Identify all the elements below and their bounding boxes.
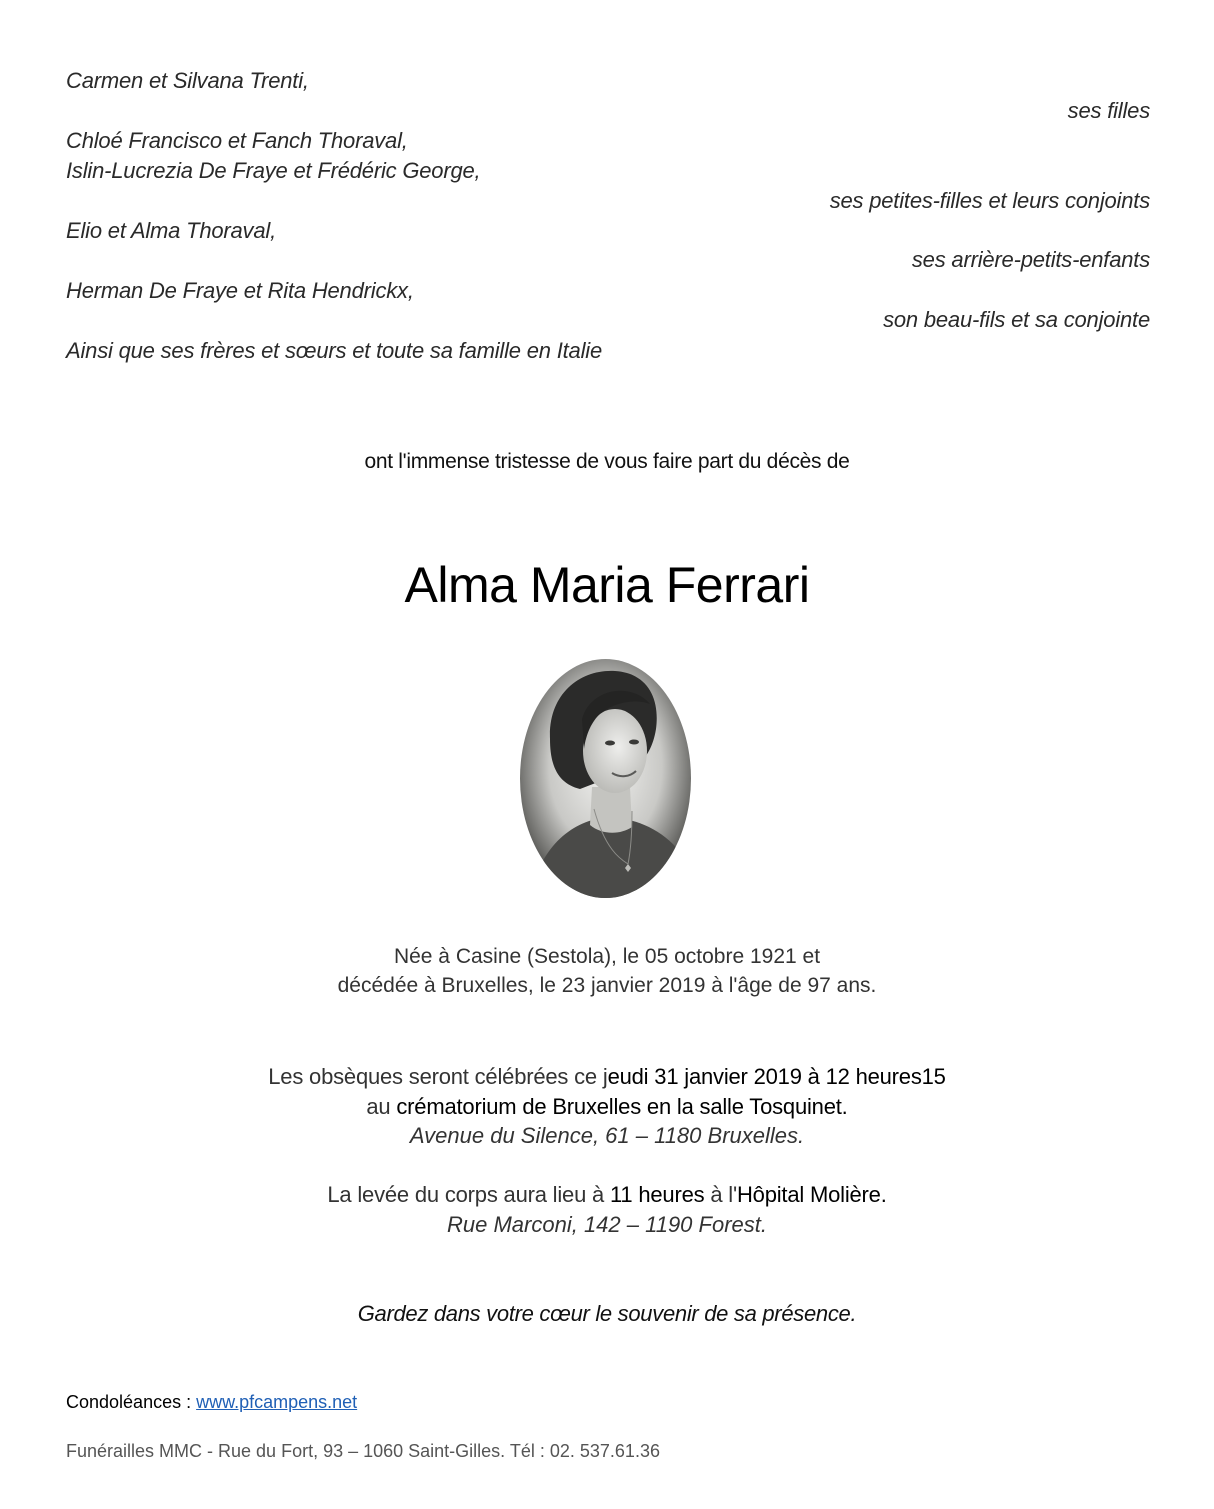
funeral-place: crématorium de Bruxelles en la salle Tosquinet. (396, 1094, 848, 1119)
levee-line (0, 1182, 1214, 1208)
condolences-label: Condoléances : (66, 1392, 197, 1412)
death-line: décédée à Bruxelles, le 23 janvier 2019 à l'âge de 97 ans. (337, 974, 877, 997)
levee-time: 11 heures (610, 1182, 705, 1207)
funeral-address: Avenue du Silence, 61 – 1180 Bruxelles. (409, 1123, 805, 1148)
levee-prefix: La levée du corps aura lieu à (327, 1182, 610, 1207)
family-names-great-grandchildren: Elio et Alma Thoraval, (66, 218, 276, 243)
birth-line: Née à Casine (Sestola), le 05 octobre 1921 et (393, 945, 821, 968)
family-relation-daughters: ses filles (1067, 98, 1150, 123)
family-relation-great-grandchildren: ses arrière-petits-enfants (911, 247, 1150, 272)
funeral-home-footer: Funérailles MMC - Rue du Fort, 93 – 1060 Saint-Gilles. Tél : 02. 537.61.36 (66, 1441, 660, 1461)
funeral-place-line (0, 1094, 1214, 1120)
condolences-link[interactable]: www.pfcampens.net (196, 1392, 358, 1412)
family-relation-granddaughters: ses petites-filles et leurs conjoints (829, 188, 1150, 213)
family-names-granddaughters-2: Islin-Lucrezia De Fraye et Frédéric George, (66, 158, 481, 183)
announcement-intro: ont l'immense tristesse de vous faire part du décès de (364, 450, 850, 473)
funeral-place-prefix: au (366, 1094, 397, 1119)
deceased-name: Alma Maria Ferrari (404, 557, 810, 613)
funeral-date-time: eudi 31 janvier 2019 à 12 heures15 (607, 1064, 946, 1089)
portrait-photo (520, 659, 691, 898)
funeral-line (0, 1064, 1214, 1090)
closing-quote: Gardez dans votre cœur le souvenir de sa présence. (357, 1301, 857, 1326)
levee-place: Hôpital Molière. (736, 1182, 887, 1207)
family-names-daughters: Carmen et Silvana Trenti, (66, 68, 309, 93)
levee-address: Rue Marconi, 142 – 1190 Forest. (447, 1212, 767, 1237)
condolences (66, 1392, 357, 1413)
family-relation-son-in-law: son beau-fils et sa conjointe (883, 307, 1150, 332)
levee-middle: à l' (704, 1182, 737, 1207)
funeral-prefix: Les obsèques seront célébrées ce j (268, 1064, 608, 1089)
family-names-granddaughters-1: Chloé Francisco et Fanch Thoraval, (66, 128, 408, 153)
family-names-son-in-law: Herman De Fraye et Rita Hendrickx, (66, 278, 414, 303)
family-names-siblings: Ainsi que ses frères et sœurs et toute sa famille en Italie (66, 338, 602, 363)
